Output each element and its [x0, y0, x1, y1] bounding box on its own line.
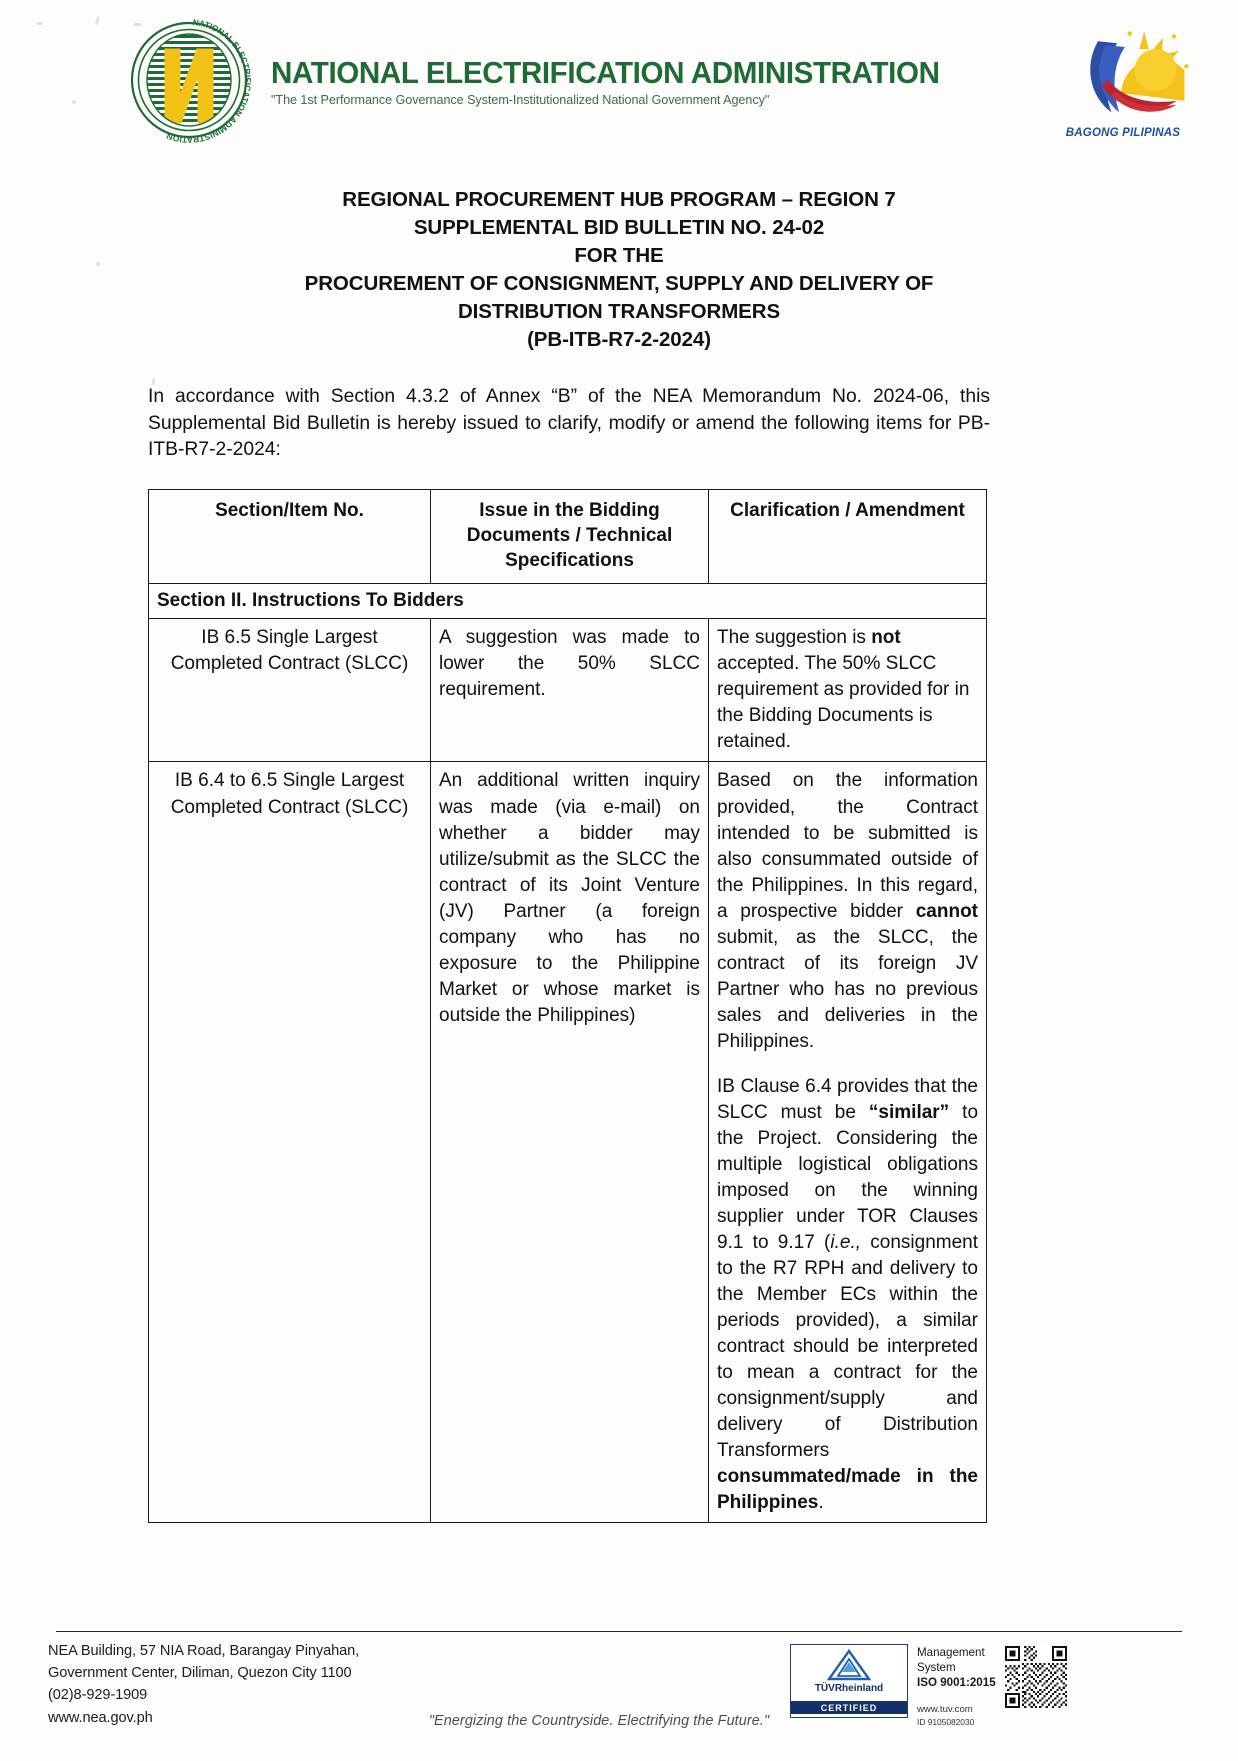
row-2-clar-p2-d: . — [818, 1491, 824, 1513]
footer-address — [48, 1640, 408, 1729]
footer-tagline-wrap — [408, 1640, 790, 1730]
page-footer — [0, 1631, 1238, 1761]
row-1-clarification — [709, 619, 987, 762]
table-row — [149, 619, 987, 762]
organization-name: NATIONAL ELECTRIFICATION ADMINISTRATION — [271, 55, 940, 90]
footer-phone: (02)8-929-1909 — [48, 1687, 148, 1704]
qr-code-icon — [1005, 1646, 1067, 1708]
title-reference-number: (PB-ITB-R7-2-2024) — [527, 328, 711, 352]
table-row — [149, 762, 987, 1522]
section-heading-instructions-to-bidders: Section II. Instructions To Bidders — [149, 584, 987, 619]
scan-speck — [152, 378, 155, 385]
tuv-name: TÜVRheinland — [814, 1683, 884, 1694]
row-2-clar-p1-a: Based on the information provided, the Contract intended to be submitted is also consummated outside of the Philippines. In this regard, a prospective bidder — [717, 770, 978, 922]
row-2-clar-paragraph-2 — [717, 1074, 978, 1516]
column-header-clarification: Clarification / Amendment — [709, 490, 987, 584]
page-title — [119, 186, 1119, 354]
row-1-clar-bold: not — [871, 627, 901, 649]
iso-standard: ISO 9001:2015 — [917, 1675, 996, 1689]
column-header-section-item: Section/Item No. — [149, 490, 431, 584]
tuv-rheinland-badge — [790, 1644, 908, 1718]
tuv-rheinland-triangle-icon — [826, 1648, 872, 1682]
management-system-info — [917, 1644, 996, 1728]
title-line-3: FOR THE — [574, 244, 664, 268]
footer-tagline: "Energizing the Countryside. Electrifying the Future." — [428, 1713, 770, 1729]
row-2-clar-p2-italic: i.e., — [830, 1231, 861, 1253]
row-2-issue: An additional written inquiry was made (via e-mail) on whether a bidder may utilize/submit as the SLCC the contract of its Joint Venture (JV) Partner (a foreign company who has no exposure to the Philippine Market or whose market is outside the Philippines) — [431, 762, 709, 1522]
row-2-clar-paragraph-1 — [717, 768, 978, 1054]
address-line-1: NEA Building, 57 NIA Road, Barangay Pinyahan, — [48, 1643, 360, 1659]
ms-line-2: System — [917, 1660, 956, 1674]
bulletin-table — [148, 489, 987, 1523]
row-2-clar-p1-bold: cannot — [915, 900, 978, 922]
footer-divider — [56, 1631, 1182, 1632]
footer-website[interactable]: www.nea.gov.ph — [48, 1709, 153, 1726]
intro-paragraph: In accordance with Section 4.3.2 of Annex “B” of the NEA Memorandum No. 2024-06, this Supplemental Bid Bulletin is hereby issued to clarify, modify or amend the following items for PB-ITB-R7-2-2024: — [148, 386, 990, 460]
row-1-issue: A suggestion was made to lower the 50% SLCC requirement. — [431, 619, 709, 762]
certification-block — [790, 1640, 1190, 1728]
row-2-clar-p2-a: IB Clause 6.4 provides that the SLCC must be — [717, 1075, 978, 1123]
ms-line-1: Management — [917, 1646, 985, 1659]
row-2-clar-p1-b: submit, as the SLCC, the contract of its foreign JV Partner who has no previous sales and deliveries in the Philippines. — [717, 926, 978, 1052]
row-2-clar-p2-bold2: consummated/made in the Philippines — [717, 1465, 978, 1513]
row-1-clar-pre: The suggestion is — [717, 627, 872, 649]
bagong-pilipinas-caption: BAGONG PILIPINAS — [1065, 126, 1181, 139]
row-2-clarification — [709, 762, 987, 1522]
organization-tagline: "The 1st Performance Governance System-Institutionalized National Government Agency" — [271, 92, 770, 107]
letterhead — [0, 0, 1238, 150]
bagong-pilipinas-logo-icon — [1053, 24, 1193, 120]
column-header-issue: Issue in the Bidding Documents / Technical Specifications — [431, 490, 709, 584]
scan-speck — [96, 262, 100, 266]
tuv-certified-label: CERTIFIED — [791, 1701, 907, 1714]
svg-text:NATIONAL ELECTRIFICATION ADMIN: NATIONAL ELECTRIFICATION ADMINISTRATION — [165, 19, 253, 143]
row-2-item: IB 6.4 to 6.5 Single Largest Completed Contract (SLCC) — [149, 762, 431, 1522]
row-2-clar-p2-b: to the Project. Considering the multiple logistical obligations imposed on the winning supplier under TOR Clauses 9.1 to 9.17 ( — [717, 1101, 979, 1253]
organization-block — [253, 56, 1048, 107]
scan-speck — [72, 100, 76, 104]
table-header-row — [149, 490, 987, 584]
bagong-pilipinas-block — [1048, 24, 1198, 139]
tuv-id: ID 9105082030 — [917, 1716, 975, 1727]
title-line-4: PROCUREMENT OF CONSIGNMENT, SUPPLY AND DELIVERY OF — [304, 272, 934, 296]
title-line-5: DISTRIBUTION TRANSFORMERS — [457, 300, 781, 324]
row-2-clar-p2-c: consignment to the R7 RPH and delivery to the Member ECs within the periods provided), a similar contract should be interpreted to mean a contract for the consignment/supply and delivery of Distribution Transformers — [717, 1231, 978, 1461]
nea-seal-icon — [125, 19, 253, 143]
address-line-2: Government Center, Diliman, Quezon City 1100 — [48, 1665, 352, 1682]
table-section-row — [149, 584, 987, 619]
title-line-2: SUPPLEMENTAL BID BULLETIN NO. 24-02 — [413, 216, 825, 240]
title-line-1: REGIONAL PROCUREMENT HUB PROGRAM – REGION 7 — [342, 188, 896, 211]
row-2-clar-p2-bold: “similar” — [868, 1101, 950, 1123]
row-1-clar-post: accepted. The 50% SLCC requirement as provided for in the Bidding Documents is retained. — [717, 653, 970, 753]
scan-speck — [36, 22, 43, 25]
row-1-item: IB 6.5 Single Largest Completed Contract (SLCC) — [149, 619, 431, 762]
tuv-url[interactable]: www.tuv.com — [917, 1704, 973, 1716]
